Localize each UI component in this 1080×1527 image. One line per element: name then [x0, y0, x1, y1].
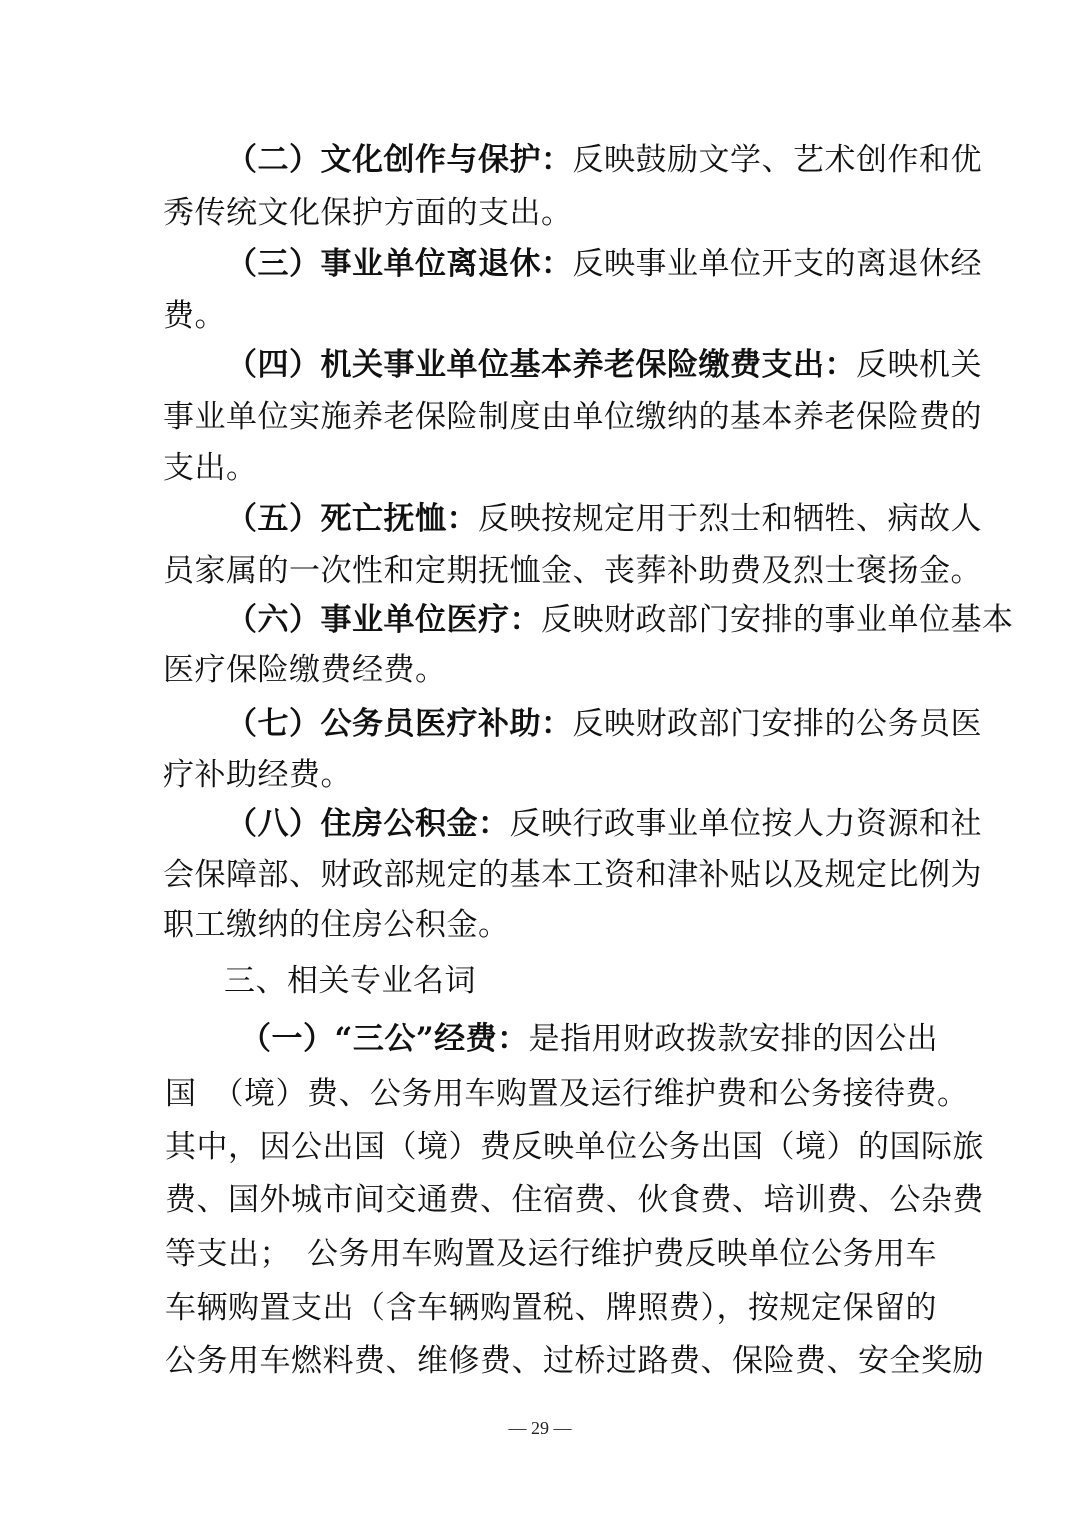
paragraph-line [165, 1074, 969, 1114]
paragraph-line [226, 804, 982, 844]
paragraph-line [163, 755, 352, 795]
paragraph-line [163, 551, 982, 591]
paragraph-line [163, 296, 226, 336]
item-text: 反映行政事业单位按人力资源和社 [509, 806, 982, 842]
item-text: 反映财政部门安排的公务员医 [572, 706, 982, 742]
item-text: 公务用车燃料费、维修费、过桥过路费、保险费、安全奖励 [165, 1343, 984, 1379]
item-text: 反映机关 [856, 347, 982, 383]
item-heading: （二）文化创作与保护： [226, 142, 573, 178]
paragraph-line [165, 1127, 984, 1167]
item-text: 车辆购置支出（含车辆购置税、牌照费），按规定保留的 [165, 1290, 937, 1326]
paragraph-line [240, 1019, 938, 1059]
item-heading: （六）事业单位医疗： [226, 602, 541, 638]
item-heading: （一）“三公”经费： [240, 1021, 529, 1057]
item-heading: （三）事业单位离退休： [226, 246, 573, 282]
item-text: 反映财政部门安排的事业单位基本 [541, 602, 1014, 638]
paragraph-line [226, 244, 982, 284]
item-text: 疗补助经费。 [163, 757, 352, 793]
item-text: 费、国外城市间交通费、住宿费、伙食费、培训费、公杂费 [165, 1182, 984, 1218]
paragraph-line [226, 345, 982, 385]
paragraph-line [165, 1234, 937, 1274]
paragraph-line [165, 1180, 984, 1220]
section-title: 三、相关专业名词 [224, 963, 476, 999]
item-text: 反映事业单位开支的离退休经 [572, 246, 982, 282]
item-text: 医疗保险缴费经费。 [163, 652, 447, 688]
item-text: 职工缴纳的住房公积金。 [163, 907, 510, 943]
paragraph-line [163, 650, 447, 690]
paragraph-line [163, 193, 573, 233]
paragraph-line [226, 140, 982, 180]
item-text: 员家属的一次性和定期抚恤金、丧葬补助费及烈士褒扬金。 [163, 553, 982, 589]
paragraph-line [226, 600, 1014, 640]
section-heading [224, 961, 476, 1001]
item-text: 事业单位实施养老保险制度由单位缴纳的基本养老保险费的 [163, 399, 982, 435]
item-text: 秀传统文化保护方面的支出。 [163, 195, 573, 231]
item-text: 反映鼓励文学、艺术创作和优 [572, 142, 982, 178]
item-text: 等支出； 公务用车购置及运行维护费反映单位公务用车 [165, 1236, 937, 1272]
paragraph-line [163, 905, 510, 945]
paragraph-line [163, 397, 982, 437]
paragraph-line [163, 855, 982, 895]
item-heading: （五）死亡抚恤： [226, 501, 478, 537]
item-text: 会保障部、财政部规定的基本工资和津补贴以及规定比例为 [163, 857, 982, 893]
paragraph-line [226, 704, 982, 744]
item-heading: （七）公务员医疗补助： [226, 706, 573, 742]
item-text: 是指用财政拨款安排的因公出 [528, 1021, 939, 1057]
item-text: 国 （境）费、公务用车购置及运行维护费和公务接待费。 [165, 1076, 969, 1112]
paragraph-line [165, 1341, 984, 1381]
paragraph-line [163, 448, 258, 488]
item-text: 费。 [163, 298, 226, 334]
paragraph-line [165, 1288, 937, 1328]
item-text: 支出。 [163, 450, 258, 486]
item-heading: （四）机关事业单位基本养老保险缴费支出： [226, 347, 856, 383]
item-text: 反映按规定用于烈士和牺牲、病故人 [478, 501, 982, 537]
item-text: 其中，因公出国（境）费反映单位公务出国（境）的国际旅 [165, 1129, 984, 1165]
page-number: — 29 — [508, 1418, 572, 1438]
paragraph-line [226, 499, 982, 539]
item-heading: （八）住房公积金： [226, 806, 510, 842]
